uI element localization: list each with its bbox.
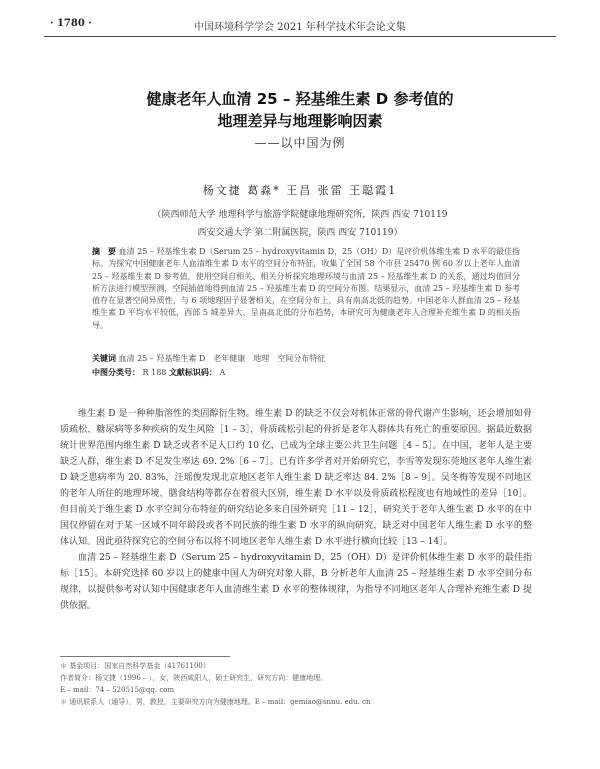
journal-name: 中国环境科学学会 2021 年科学技术年会论文集 [194, 22, 406, 33]
footnote-author: 作者简介：杨文捷（1996 – ），女，陕西咸阳人，硕士研究生，研究方向：健康地理。 [60, 674, 328, 682]
keywords-block [92, 352, 520, 380]
footnotes [60, 660, 532, 708]
affiliation-line-1: （陕西师范大学 地理科学与旅游学院健康地理研究所，陕西 西安 710119 [152, 210, 448, 220]
footnote-corresponding: ＊ 通讯联系人（通导），男，教授，主要研究方向为健康地理。E – mail：gemiao@snnu. edu. cn [60, 698, 371, 706]
subtitle: ——以中国为例 [254, 136, 346, 150]
page-number: · 1780 · [50, 18, 92, 29]
title-line-2: 地理差异与地理影响因素 [217, 112, 383, 130]
affiliation [0, 206, 600, 242]
footnote-divider [60, 656, 230, 657]
abstract-label: 摘 要 [92, 247, 117, 256]
title-line-1: 健康老年人血清 25 – 羟基维生素 D 参考值的 [146, 90, 454, 108]
footnote-email: E – mail：74 – 520515@qq. com [60, 686, 175, 694]
authors: 杨文捷 葛淼* 王昌 张雷 王聪霞1 [202, 184, 398, 197]
keywords-label: 关键词 [92, 354, 116, 363]
body-paragraph-1: 维生素 D 是一种种脂溶性的类固醇衍生物。维生素 D 的缺乏不仅会对机体正常的骨代谢产生影响，还会增加如骨质疏松、糖尿病等多种疾病的发生风险［1 – 3］，骨质疏松引起的骨折是老年人群体共有死亡的重要原因。据最近数据统计世界范围内维生素 D 缺乏或者不足人口约 10 亿，已成为全球主要公共卫生问题［4 – 5］。在中国，老年人是主要缺乏人群，维生素 D 不足发生率达 69. 2%［6 – 7］。已有许多学者对开始研究它，李雪等发现东莞地区老年人维生素 D 缺乏患病率为 20. 83%，汪瑶俊发现北京地区老年人维生素 D 缺乏率达 84. 2%［8 – 9］。吴冬梅等发现不同地区的老年人所住的地理环境、膳食结构等都存在着很大区别，维生素 D 水平以及骨质疏松程度也有地域性的差异［10］。但目前关于维生素 D 水平空间分布特征的研究结论多来自国外研究［11 – 12］，研究关于老年人维生素 D 水平的在中国仅停留在对于某一区域不同年龄段或者不同民族的维生素 D 水平的纵向研究，缺乏对中国老年人维生素 D 水平的整体认知。因此亟待探究它的空间分布以将不同地区老年人维生素 D 水平进行横向比较［13 – 14］。 [60, 409, 532, 547]
doc-code-label: 文献标识码： [168, 368, 217, 377]
footnote-fund: ＊ 基金项目：国家自然科学基金（41761100） [60, 662, 210, 670]
body-paragraph-2: 血清 25 – 羟基维生素 D（Serum 25 – hydroxyvitamin D，25（OH）D）是评价机体维生素 D 水平的最佳指标［15］。本研究选择 60 岁以上的健康中国人为研究对象人群，B 分析老年人血清 25 – 羟基维生素 D 水平空间分布规律，以提供参考对认知中国健康老年人血清维生素 D 水平的整体规律，为指导不同地区老年人合理补充维生素 D 提供依据。 [60, 553, 532, 611]
clc-label: 中图分类号： [92, 368, 140, 377]
running-header [44, 10, 556, 37]
abstract [92, 246, 520, 332]
clc-value: R 188 [142, 368, 167, 377]
abstract-text: 血清 25 – 羟基维生素 D（Serum 25 – hydroxyvitamin D，25（OH）D）是评价机体维生素 D 水平的最佳指标。为探究中国健康老年人血清维生素 D 水平的空间分布特征，收集了全国 58 个市县 25470 例 60 岁以上老年人血清 25 – 羟基维生素 D 参考值，使用空间自相关、相关分析探究地理环境与血清 25 – 羟基维生素 D 的关系，通过均值回分析方法进行模型预测，空间插值地得到血清 25 – 羟基维生素 D 的空间分布图。结果显示，血清 25 – 羟基维生素 D 参考值存在显著空间异质性，与 6 项地理因子显著相关，在空间分布上，具有南高北低的趋势。中国老年人群血清 25 – 羟基维生素 D 平均水平较低，西部 5 城差异大，呈南高北低的分布趋势，本研究可为健康老年人合理补充维生素 D 的相关指导。 [92, 247, 520, 330]
keywords-text: 血清 25 – 羟基维生素 D 老年健康 地理 空间分布特征 [118, 354, 326, 363]
title-block [0, 88, 600, 151]
body-text [60, 406, 532, 614]
doc-code-value: A [219, 368, 226, 377]
affiliation-line-2: 西安交通大学 第二附属医院，陕西 西安 710119） [197, 228, 403, 238]
